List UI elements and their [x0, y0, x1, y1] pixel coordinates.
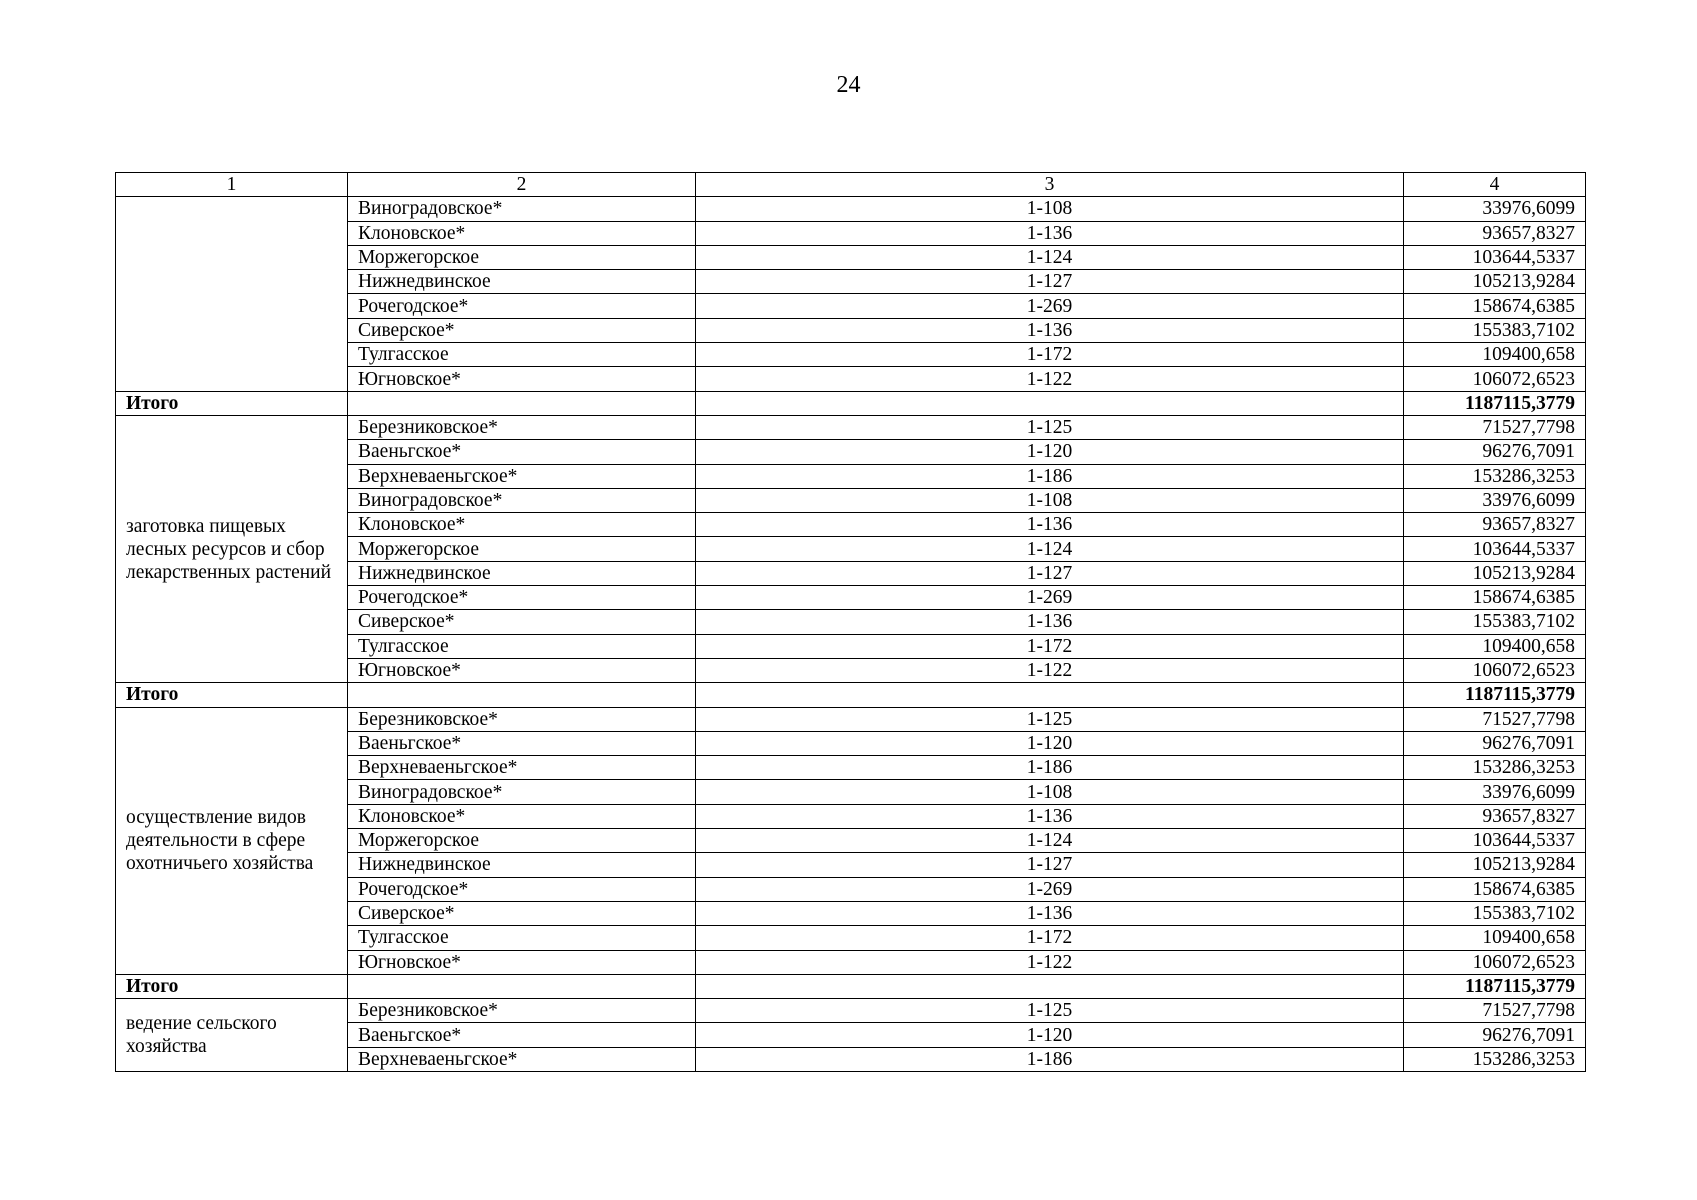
area-value-cell: 153286,3253	[1404, 756, 1586, 780]
empty-cell	[696, 683, 1404, 707]
forestry-name-cell: Сиверское*	[348, 901, 696, 925]
area-value-cell: 33976,6099	[1404, 197, 1586, 221]
quarter-range-cell: 1-136	[696, 513, 1404, 537]
total-label: Итого	[116, 683, 348, 707]
forestry-name-cell: Рочегодское*	[348, 294, 696, 318]
forestry-name-cell: Клоновское*	[348, 804, 696, 828]
area-value-cell: 103644,5337	[1404, 245, 1586, 269]
area-value-cell: 96276,7091	[1404, 440, 1586, 464]
forestry-name-cell: Югновское*	[348, 950, 696, 974]
area-value-cell: 33976,6099	[1404, 488, 1586, 512]
forestry-name-cell: Сиверское*	[348, 610, 696, 634]
area-value-cell: 106072,6523	[1404, 950, 1586, 974]
quarter-range-cell: 1-136	[696, 804, 1404, 828]
forestry-name-cell: Виноградовское*	[348, 197, 696, 221]
total-label: Итого	[116, 391, 348, 415]
header-row	[116, 173, 1586, 197]
quarter-range-cell: 1-122	[696, 658, 1404, 682]
area-value-cell: 33976,6099	[1404, 780, 1586, 804]
forestry-name-cell: Виноградовское*	[348, 780, 696, 804]
area-value-cell: 105213,9284	[1404, 853, 1586, 877]
quarter-range-cell: 1-186	[696, 756, 1404, 780]
quarter-range-cell: 1-122	[696, 367, 1404, 391]
quarter-range-cell: 1-136	[696, 610, 1404, 634]
area-value-cell: 71527,7798	[1404, 999, 1586, 1023]
area-value-cell: 106072,6523	[1404, 367, 1586, 391]
forestry-name-cell: Виноградовское*	[348, 488, 696, 512]
forestry-name-cell: Березниковское*	[348, 707, 696, 731]
total-value: 1187115,3779	[1404, 683, 1586, 707]
quarter-range-cell: 1-127	[696, 561, 1404, 585]
quarter-range-cell: 1-186	[696, 1047, 1404, 1071]
forestry-name-cell: Ваеньгское*	[348, 1023, 696, 1047]
area-value-cell: 155383,7102	[1404, 318, 1586, 342]
quarter-range-cell: 1-172	[696, 343, 1404, 367]
table-row	[116, 197, 1586, 221]
activity-type-cell: заготовка пищевых лесных ресурсов и сбор лекарственных растений	[116, 415, 348, 682]
area-value-cell: 158674,6385	[1404, 586, 1586, 610]
area-value-cell: 155383,7102	[1404, 610, 1586, 634]
quarter-range-cell: 1-269	[696, 586, 1404, 610]
area-value-cell: 105213,9284	[1404, 270, 1586, 294]
column-header: 2	[348, 173, 696, 197]
forestry-name-cell: Югновское*	[348, 658, 696, 682]
empty-cell	[348, 974, 696, 998]
area-value-cell: 153286,3253	[1404, 464, 1586, 488]
activity-type-cell	[116, 197, 348, 391]
forestry-name-cell: Югновское*	[348, 367, 696, 391]
quarter-range-cell: 1-172	[696, 926, 1404, 950]
table-row	[116, 999, 1586, 1023]
activity-type-cell: осуществление видов деятельности в сфере охотничьего хозяйства	[116, 707, 348, 974]
quarter-range-cell: 1-108	[696, 780, 1404, 804]
quarter-range-cell: 1-125	[696, 707, 1404, 731]
forestry-name-cell: Березниковское*	[348, 415, 696, 439]
forestry-name-cell: Моржегорское	[348, 829, 696, 853]
quarter-range-cell: 1-125	[696, 999, 1404, 1023]
forestry-name-cell: Верхневаеньгское*	[348, 464, 696, 488]
forestry-name-cell: Нижнедвинское	[348, 561, 696, 585]
forestry-name-cell: Тулгасское	[348, 634, 696, 658]
quarter-range-cell: 1-120	[696, 731, 1404, 755]
total-value: 1187115,3779	[1404, 974, 1586, 998]
column-header: 3	[696, 173, 1404, 197]
forestry-table	[115, 172, 1586, 1072]
area-value-cell: 71527,7798	[1404, 415, 1586, 439]
area-value-cell: 109400,658	[1404, 343, 1586, 367]
quarter-range-cell: 1-108	[696, 197, 1404, 221]
area-value-cell: 96276,7091	[1404, 731, 1586, 755]
area-value-cell: 93657,8327	[1404, 804, 1586, 828]
total-row	[116, 391, 1586, 415]
empty-cell	[696, 391, 1404, 415]
forestry-name-cell: Нижнедвинское	[348, 270, 696, 294]
area-value-cell: 71527,7798	[1404, 707, 1586, 731]
quarter-range-cell: 1-127	[696, 270, 1404, 294]
forestry-name-cell: Клоновское*	[348, 221, 696, 245]
column-header: 1	[116, 173, 348, 197]
forestry-name-cell: Сиверское*	[348, 318, 696, 342]
quarter-range-cell: 1-124	[696, 829, 1404, 853]
area-value-cell: 155383,7102	[1404, 901, 1586, 925]
quarter-range-cell: 1-269	[696, 877, 1404, 901]
page-number: 24	[836, 72, 861, 98]
quarter-range-cell: 1-124	[696, 537, 1404, 561]
total-row	[116, 974, 1586, 998]
forestry-name-cell: Ваеньгское*	[348, 440, 696, 464]
quarter-range-cell: 1-122	[696, 950, 1404, 974]
area-value-cell: 105213,9284	[1404, 561, 1586, 585]
quarter-range-cell: 1-186	[696, 464, 1404, 488]
forestry-name-cell: Моржегорское	[348, 245, 696, 269]
area-value-cell: 158674,6385	[1404, 294, 1586, 318]
forestry-name-cell: Березниковское*	[348, 999, 696, 1023]
column-header: 4	[1404, 173, 1586, 197]
quarter-range-cell: 1-172	[696, 634, 1404, 658]
total-label: Итого	[116, 974, 348, 998]
activity-type-cell: ведение сельского хозяйства	[116, 999, 348, 1072]
forestry-name-cell: Тулгасское	[348, 343, 696, 367]
area-value-cell: 93657,8327	[1404, 513, 1586, 537]
total-value: 1187115,3779	[1404, 391, 1586, 415]
table-row	[116, 707, 1586, 731]
area-value-cell: 158674,6385	[1404, 877, 1586, 901]
quarter-range-cell: 1-108	[696, 488, 1404, 512]
quarter-range-cell: 1-136	[696, 318, 1404, 342]
quarter-range-cell: 1-136	[696, 901, 1404, 925]
quarter-range-cell: 1-120	[696, 1023, 1404, 1047]
area-value-cell: 153286,3253	[1404, 1047, 1586, 1071]
forestry-name-cell: Моржегорское	[348, 537, 696, 561]
empty-cell	[696, 974, 1404, 998]
quarter-range-cell: 1-127	[696, 853, 1404, 877]
forestry-name-cell: Ваеньгское*	[348, 731, 696, 755]
quarter-range-cell: 1-136	[696, 221, 1404, 245]
forestry-name-cell: Рочегодское*	[348, 877, 696, 901]
quarter-range-cell: 1-125	[696, 415, 1404, 439]
empty-cell	[348, 391, 696, 415]
quarter-range-cell: 1-120	[696, 440, 1404, 464]
forestry-name-cell: Верхневаеньгское*	[348, 756, 696, 780]
area-value-cell: 106072,6523	[1404, 658, 1586, 682]
forestry-name-cell: Нижнедвинское	[348, 853, 696, 877]
area-value-cell: 109400,658	[1404, 926, 1586, 950]
total-row	[116, 683, 1586, 707]
area-value-cell: 96276,7091	[1404, 1023, 1586, 1047]
area-value-cell: 103644,5337	[1404, 537, 1586, 561]
area-value-cell: 93657,8327	[1404, 221, 1586, 245]
quarter-range-cell: 1-124	[696, 245, 1404, 269]
area-value-cell: 109400,658	[1404, 634, 1586, 658]
forestry-name-cell: Клоновское*	[348, 513, 696, 537]
forestry-name-cell: Тулгасское	[348, 926, 696, 950]
empty-cell	[348, 683, 696, 707]
table-row	[116, 415, 1586, 439]
quarter-range-cell: 1-269	[696, 294, 1404, 318]
forestry-name-cell: Рочегодское*	[348, 586, 696, 610]
forestry-name-cell: Верхневаеньгское*	[348, 1047, 696, 1071]
area-value-cell: 103644,5337	[1404, 829, 1586, 853]
